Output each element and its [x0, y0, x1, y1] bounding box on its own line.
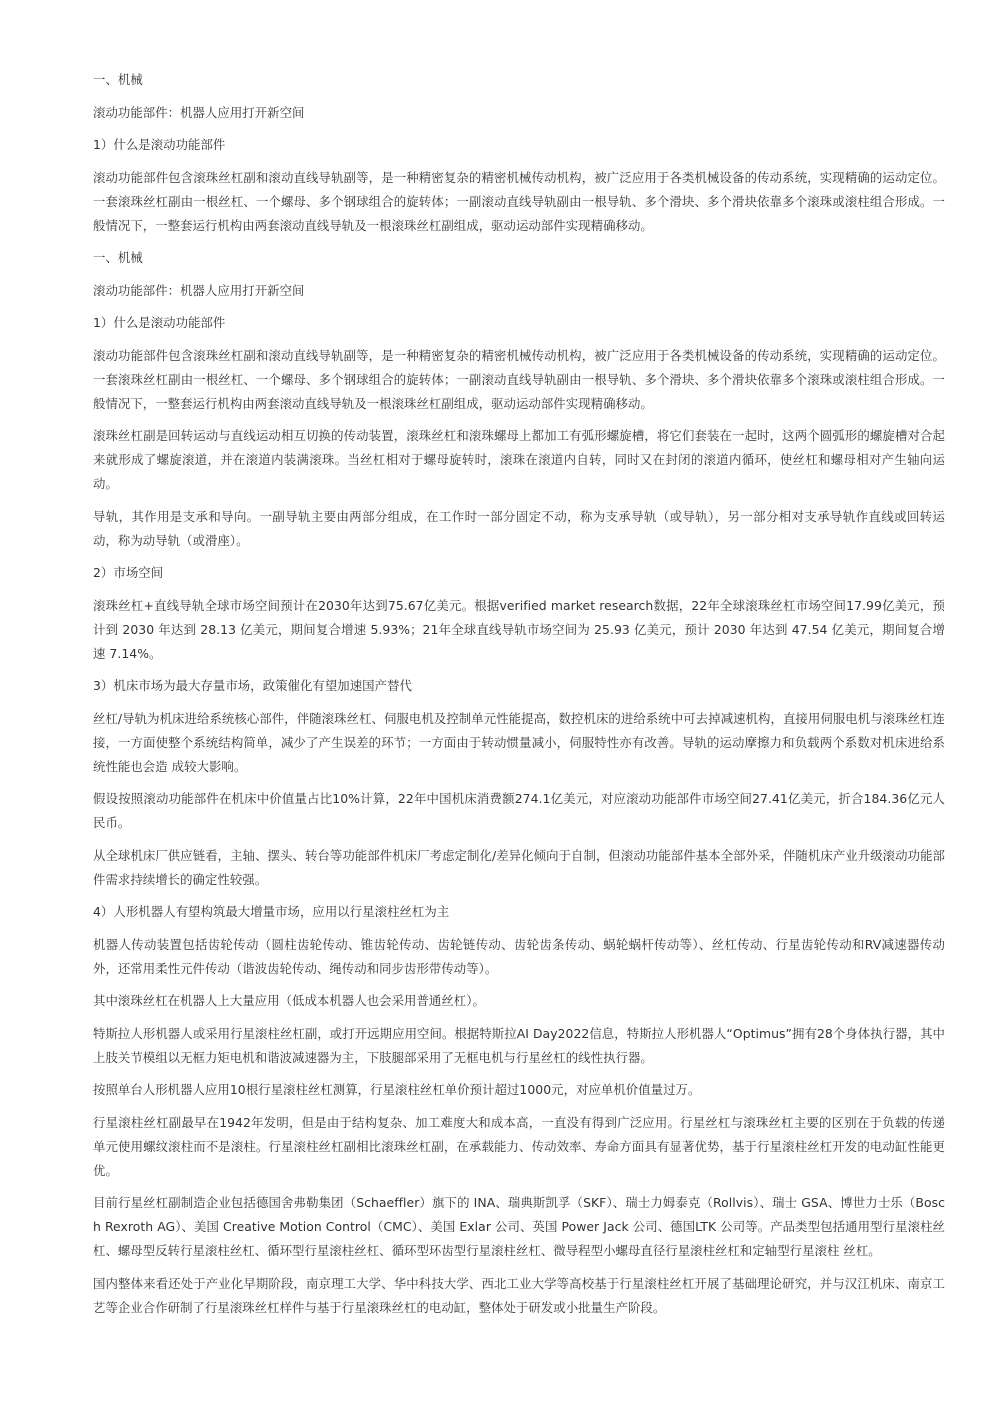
body-paragraph: 导轨，其作用是支承和导向。一副导轨主要由两部分组成，在工作时一部分固定不动，称为支承导轨（或导轨），另一部分相对支承导轨作直线或回转运动，称为动导轨（或滑座）。 [93, 508, 945, 548]
body-paragraph: 丝杠/导轨为机床进给系统核心部件，伴随滚珠丝杠、伺服电机及控制单元性能提高，数控机床的进给系统中可去掉减速机构，直接用伺服电机与滚珠丝杠连接，一方面使整个系统结构简单，减少了产生误差的环节；一方面由于转动惯量减小，伺服特性亦有改善。导轨的运动摩擦力和负载两个系数对机床进给系统性能也会造 成较大影响。 [93, 710, 945, 774]
item-heading: 4）人形机器人有望构筑最大增量市场，应用以行星滚柱丝杠为主 [93, 904, 450, 919]
body-paragraph: 从全球机床厂供应链看，主轴、摆头、转台等功能部件机床厂考虑定制化/差异化倾向于自制，但滚动功能部件基本全部外采，伴随机床产业升级滚动功能部件需求持续增长的确定性较强。 [93, 847, 945, 887]
body-paragraph: 假设按照滚动功能部件在机床中价值量占比10%计算，22年中国机床消费额274.1亿美元，对应滚动功能部件市场空间27.41亿美元，折合184.36亿元人民币。 [93, 791, 945, 830]
item-heading: 1）什么是滚动功能部件 [93, 137, 226, 152]
item-heading: 1）什么是滚动功能部件 [93, 315, 226, 330]
body-paragraph: 滚珠丝杠副是回转运动与直线运动相互切换的传动装置，滚珠丝杠和滚珠螺母上都加工有弧形螺旋槽，将它们套装在一起时，这两个圆弧形的螺旋槽对合起来就形成了螺旋滚道，并在滚道内装满滚珠。当丝杠相对于螺母旋转时，滚珠在滚道内自转，同时又在封闭的滚道内循环，使丝杠和螺母相对产生轴向运动。 [93, 428, 945, 491]
body-paragraph: 滚动功能部件包含滚珠丝杠副和滚动直线导轨副等，是一种精密复杂的精密机械传动机构，被广泛应用于各类机械设备的传动系统，实现精确的运动定位。一套滚珠丝杠副由一根丝杠、一个螺母、多个钢球组合的旋转体；一副滚动直线导轨副由一根导轨、多个滑块、多个滑块依靠多个滚珠或滚柱组合形成。一般情况下，一整套运行机构由两套滚动直线导轨及一根滚珠丝杠副组成，驱动运动部件实现精确移动。 [93, 347, 945, 411]
subsection-heading: 滚动功能部件：机器人应用打开新空间 [93, 282, 305, 298]
document-body [93, 68, 945, 1328]
body-paragraph: 按照单台人形机器人应用10根行星滚柱丝杠测算，行星滚柱丝杠单价预计超过1000元，对应单机价值量过万。 [93, 1082, 701, 1097]
item-heading: 2）市场空间 [93, 565, 164, 580]
body-paragraph: 滚珠丝杠+直线导轨全球市场空间预计在2030年达到75.67亿美元。根据verified market research数据，22年全球滚珠丝杠市场空间17.99亿美元，预计到 2030 年达到 28.13 亿美元，期间复合增速 5.93%；21年全球直线导轨市场空间为 25.93 亿美元，预计 2030 年达到 47.54 亿美元，期间复合增速 7.14%。 [93, 597, 945, 661]
section-heading: 一、机械 [93, 72, 143, 87]
body-paragraph: 目前行星丝杠副制造企业包括德国舍弗勒集团（Schaeffler）旗下的 INA、瑞典斯凯孚（SKF）、瑞士力姆泰克（Rollvis）、瑞士 GSA、博世力士乐（Bosch Rexroth AG）、美国 Creative Motion Control（CMC）、美国 Exlar 公司、英国 Power Jack 公司、德国LTK 公司等。产品类型包括通用型行星滚柱丝杠、螺母型反转行星滚柱丝杠、循环型行星滚柱丝杠、循环型环齿型行星滚柱丝杠、微导程型小螺母直径行星滚柱丝杠和定轴型行星滚柱 丝杠。 [93, 1195, 945, 1258]
section-heading: 一、机械 [93, 250, 143, 265]
body-paragraph: 机器人传动装置包括齿轮传动（圆柱齿轮传动、锥齿轮传动、齿轮链传动、齿轮齿条传动、蜗轮蜗杆传动等）、丝杠传动、行星齿轮传动和RV减速器传动外，还常用柔性元件传动（谐波齿轮传动、绳传动和同步齿形带传动等）。 [93, 936, 945, 976]
body-paragraph: 滚动功能部件包含滚珠丝杠副和滚动直线导轨副等，是一种精密复杂的精密机械传动机构，被广泛应用于各类机械设备的传动系统，实现精确的运动定位。一套滚珠丝杠副由一根丝杠、一个螺母、多个钢球组合的旋转体；一副滚动直线导轨副由一根导轨、多个滑块、多个滑块依靠多个滚珠或滚柱组合形成。一般情况下，一整套运行机构由两套滚动直线导轨及一根滚珠丝杠副组成，驱动运动部件实现精确移动。 [93, 169, 945, 233]
subsection-heading: 滚动功能部件：机器人应用打开新空间 [93, 104, 305, 120]
body-paragraph: 其中滚珠丝杠在机器人上大量应用（低成本机器人也会采用普通丝杠）。 [93, 993, 485, 1008]
body-paragraph: 特斯拉人形机器人或采用行星滚柱丝杠副，或打开远期应用空间。根据特斯拉AI Day2022信息，特斯拉人形机器人“Optimus”拥有28个身体执行器，其中上肢关节模组以无框力矩电机和谐波减速器为主，下肢腿部采用了无框电机与行星丝杠的线性执行器。 [93, 1025, 945, 1065]
body-paragraph: 国内整体来看还处于产业化早期阶段，南京理工大学、华中科技大学、西北工业大学等高校基于行星滚柱丝杠开展了基础理论研究，并与汉江机床、南京工艺等企业合作研制了行星滚珠丝杠样件与基于行星滚珠丝杠的电动缸，整体处于研发或小批量生产阶段。 [93, 1275, 945, 1315]
item-heading: 3）机床市场为最大存量市场，政策催化有望加速国产替代 [93, 678, 412, 693]
body-paragraph: 行星滚柱丝杠副最早在1942年发明，但是由于结构复杂、加工难度大和成本高，一直没有得到广泛应用。行星丝杠与滚珠丝杠主要的区别在于负载的传递单元使用螺纹滚柱而不是滚柱。行星滚柱丝杠副相比滚珠丝杠副，在承载能力、传动效率、寿命方面具有显著优势，基于行星滚柱丝杠开发的电动缸性能更优。 [93, 1114, 945, 1178]
